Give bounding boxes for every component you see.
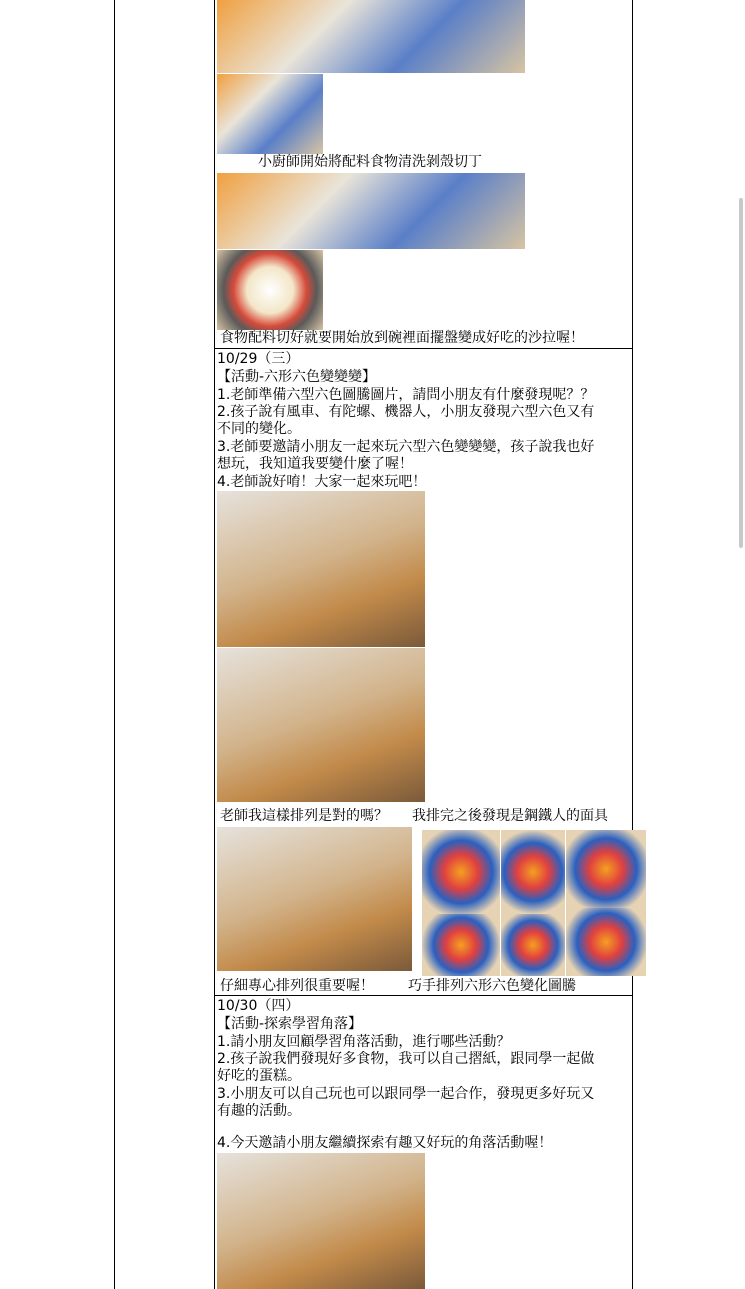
caption-ironman: 我排完之後發現是鋼鐵人的面具 (412, 808, 608, 824)
photo-kids-pattern-blocks-3 (217, 827, 412, 971)
photo-pattern-6 (566, 908, 646, 976)
section3-date: 10/30（四） (217, 998, 300, 1014)
section2-line-5: 想玩，我知道我要變什麼了喔！ (217, 456, 413, 472)
photo-salad-bowl (217, 250, 323, 330)
section2-line-2: 2.孩子說有風車、有陀螺、機器人，小朋友發現六型六色又有 (217, 404, 595, 420)
scrollbar[interactable] (739, 198, 743, 548)
section2-date: 10/29（三） (217, 351, 300, 367)
section3-line-5: 有趣的活動。 (217, 1103, 301, 1119)
photo-pattern-2 (501, 830, 565, 914)
table-border-mid (214, 0, 215, 1289)
photo-pattern-1 (422, 830, 500, 914)
section3-line-2: 2.孩子說我們發現好多食物，我可以自己摺紙，跟同學一起做 (217, 1051, 595, 1067)
photo-kids-learning-corner (217, 1153, 425, 1289)
row-divider-2 (214, 995, 633, 996)
section2-title: 【活動-六形六色變變變】 (217, 369, 377, 385)
section2-line-3: 不同的變化。 (217, 421, 301, 437)
photo-kids-cooking-1 (217, 0, 525, 73)
section2-line-1: 1.老師準備六型六色圖騰圖片，請問小朋友有什麼發現呢？？ (217, 387, 595, 403)
section2-line-6: 4.老師說好唷！大家一起來玩吧！ (217, 474, 427, 490)
section3-line-1: 1.請小朋友回顧學習角落活動，進行哪些活動？ (217, 1034, 511, 1050)
photo-pattern-3 (566, 830, 646, 908)
photo-kids-cooking-3 (217, 173, 525, 249)
table-border-right (632, 0, 633, 1289)
caption-patterns: 巧手排列六形六色變化圖騰 (408, 978, 576, 994)
photo-kids-pattern-blocks-2 (217, 648, 425, 802)
table-border-left (114, 0, 115, 1289)
section3-line-3: 好吃的蛋糕。 (217, 1068, 301, 1084)
section3-line-4: 3.小朋友可以自己玩也可以跟同學一起合作，發現更多好玩又 (217, 1086, 595, 1102)
caption-focus: 仔細專心排列很重要喔！ (220, 978, 374, 994)
row-divider-1 (214, 348, 633, 349)
section2-line-4: 3.老師要邀請小朋友一起來玩六型六色變變變，孩子說我也好 (217, 439, 595, 455)
photo-pattern-5 (501, 914, 565, 976)
caption-salad: 食物配料切好就要開始放到碗裡面擺盤變成好吃的沙拉喔！ (220, 330, 584, 346)
caption-clean-cut: 小廚師開始將配料食物清洗剝殼切丁 (258, 154, 482, 170)
caption-question: 老師我這樣排列是對的嗎？ (220, 808, 388, 824)
photo-pattern-4 (422, 914, 500, 976)
photo-kids-cooking-2 (217, 74, 323, 154)
section3-title: 【活動-探索學習角落】 (217, 1016, 363, 1032)
photo-kids-pattern-blocks-1 (217, 491, 425, 647)
section3-line-7: 4.今天邀請小朋友繼續探索有趣又好玩的角落活動喔！ (217, 1135, 553, 1151)
